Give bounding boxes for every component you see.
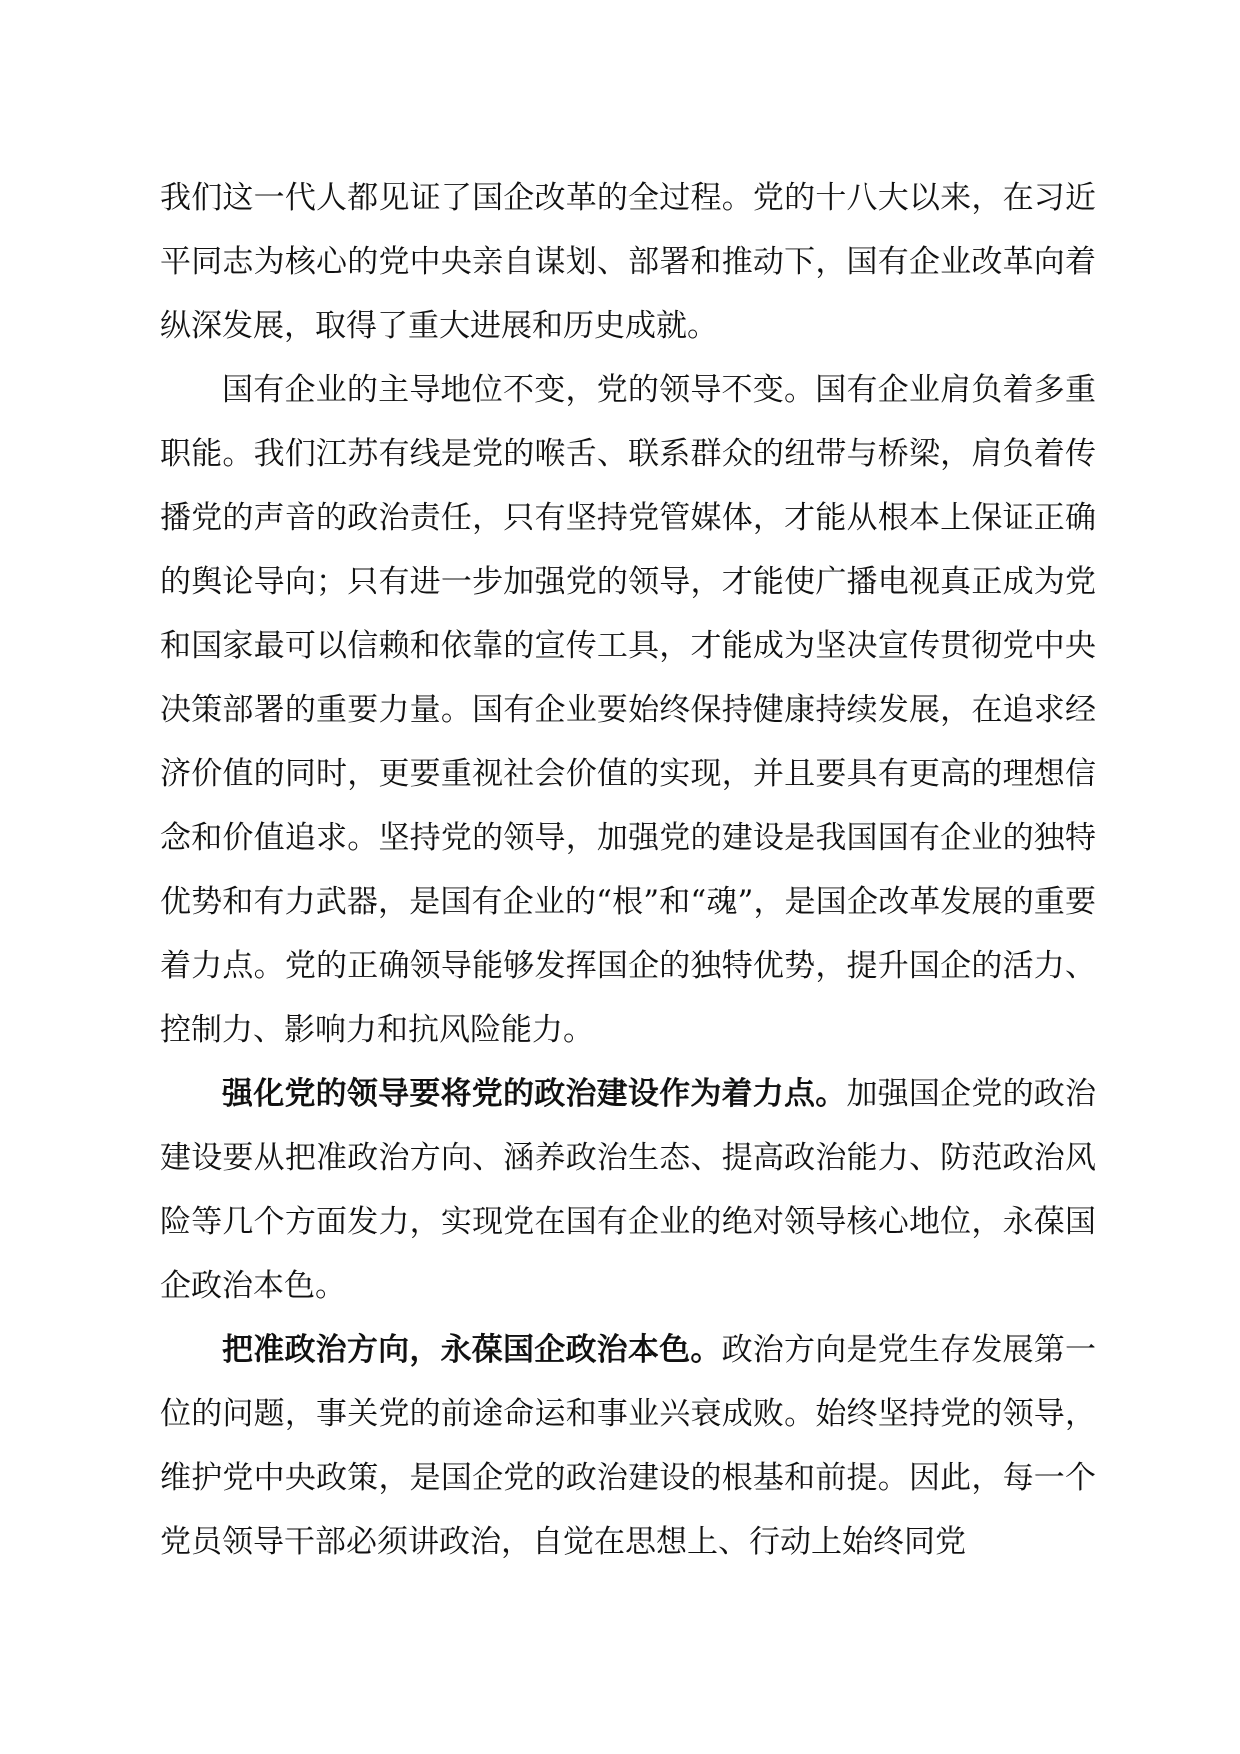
paragraph-4 xyxy=(160,1318,1096,1574)
paragraph-4-lead: 把准政治方向，永葆国企政治本色。 xyxy=(222,1332,722,1368)
paragraph-3 xyxy=(160,1062,1096,1318)
document-body xyxy=(160,166,1096,1574)
paragraph-4-text: 政治方向是党生存发展第一位的问题，事关党的前途命运和事业兴衰成败。始终坚持党的领导，维护党中央政策，是国企党的政治建设的根基和前提。因此，每一个党员领导干部必须讲政治，自觉在思想上、行动上始终同党 xyxy=(160,1332,1097,1560)
paragraph-3-text: 加强国企党的政治建设要从把准政治方向、涵养政治生态、提高政治能力、防范政治风险等几个方面发力，实现党在国有企业的绝对领导核心地位，永葆国企政治本色。 xyxy=(160,1076,1097,1304)
paragraph-3-lead: 强化党的领导要将党的政治建设作为着力点。 xyxy=(222,1076,847,1112)
paragraph-1-text: 我们这一代人都见证了国企改革的全过程。党的十八大以来，在习近平同志为核心的党中央亲自谋划、部署和推动下，国有企业改革向着纵深发展，取得了重大进展和历史成就。 xyxy=(160,180,1096,344)
paragraph-1 xyxy=(160,166,1096,358)
paragraph-2 xyxy=(160,358,1096,1062)
paragraph-2-text: 国有企业的主导地位不变，党的领导不变。国有企业肩负着多重职能。我们江苏有线是党的喉舌、联系群众的纽带与桥梁，肩负着传播党的声音的政治责任，只有坚持党管媒体，才能从根本上保证正确的舆论导向；只有进一步加强党的领导，才能使广播电视真正成为党和国家最可以信赖和依靠的宣传工具，才能成为坚决宣传贯彻党中央决策部署的重要力量。国有企业要始终保持健康持续发展，在追求经济价值的同时，更要重视社会价值的实现，并且要具有更高的理想信念和价值追求。坚持党的领导，加强党的建设是我国国有企业的独特优势和有力武器，是国有企业的“根”和“魂”，是国企改革发展的重要着力点。党的正确领导能够发挥国企的独特优势，提升国企的活力、控制力、影响力和抗风险能力。 xyxy=(160,372,1096,1048)
